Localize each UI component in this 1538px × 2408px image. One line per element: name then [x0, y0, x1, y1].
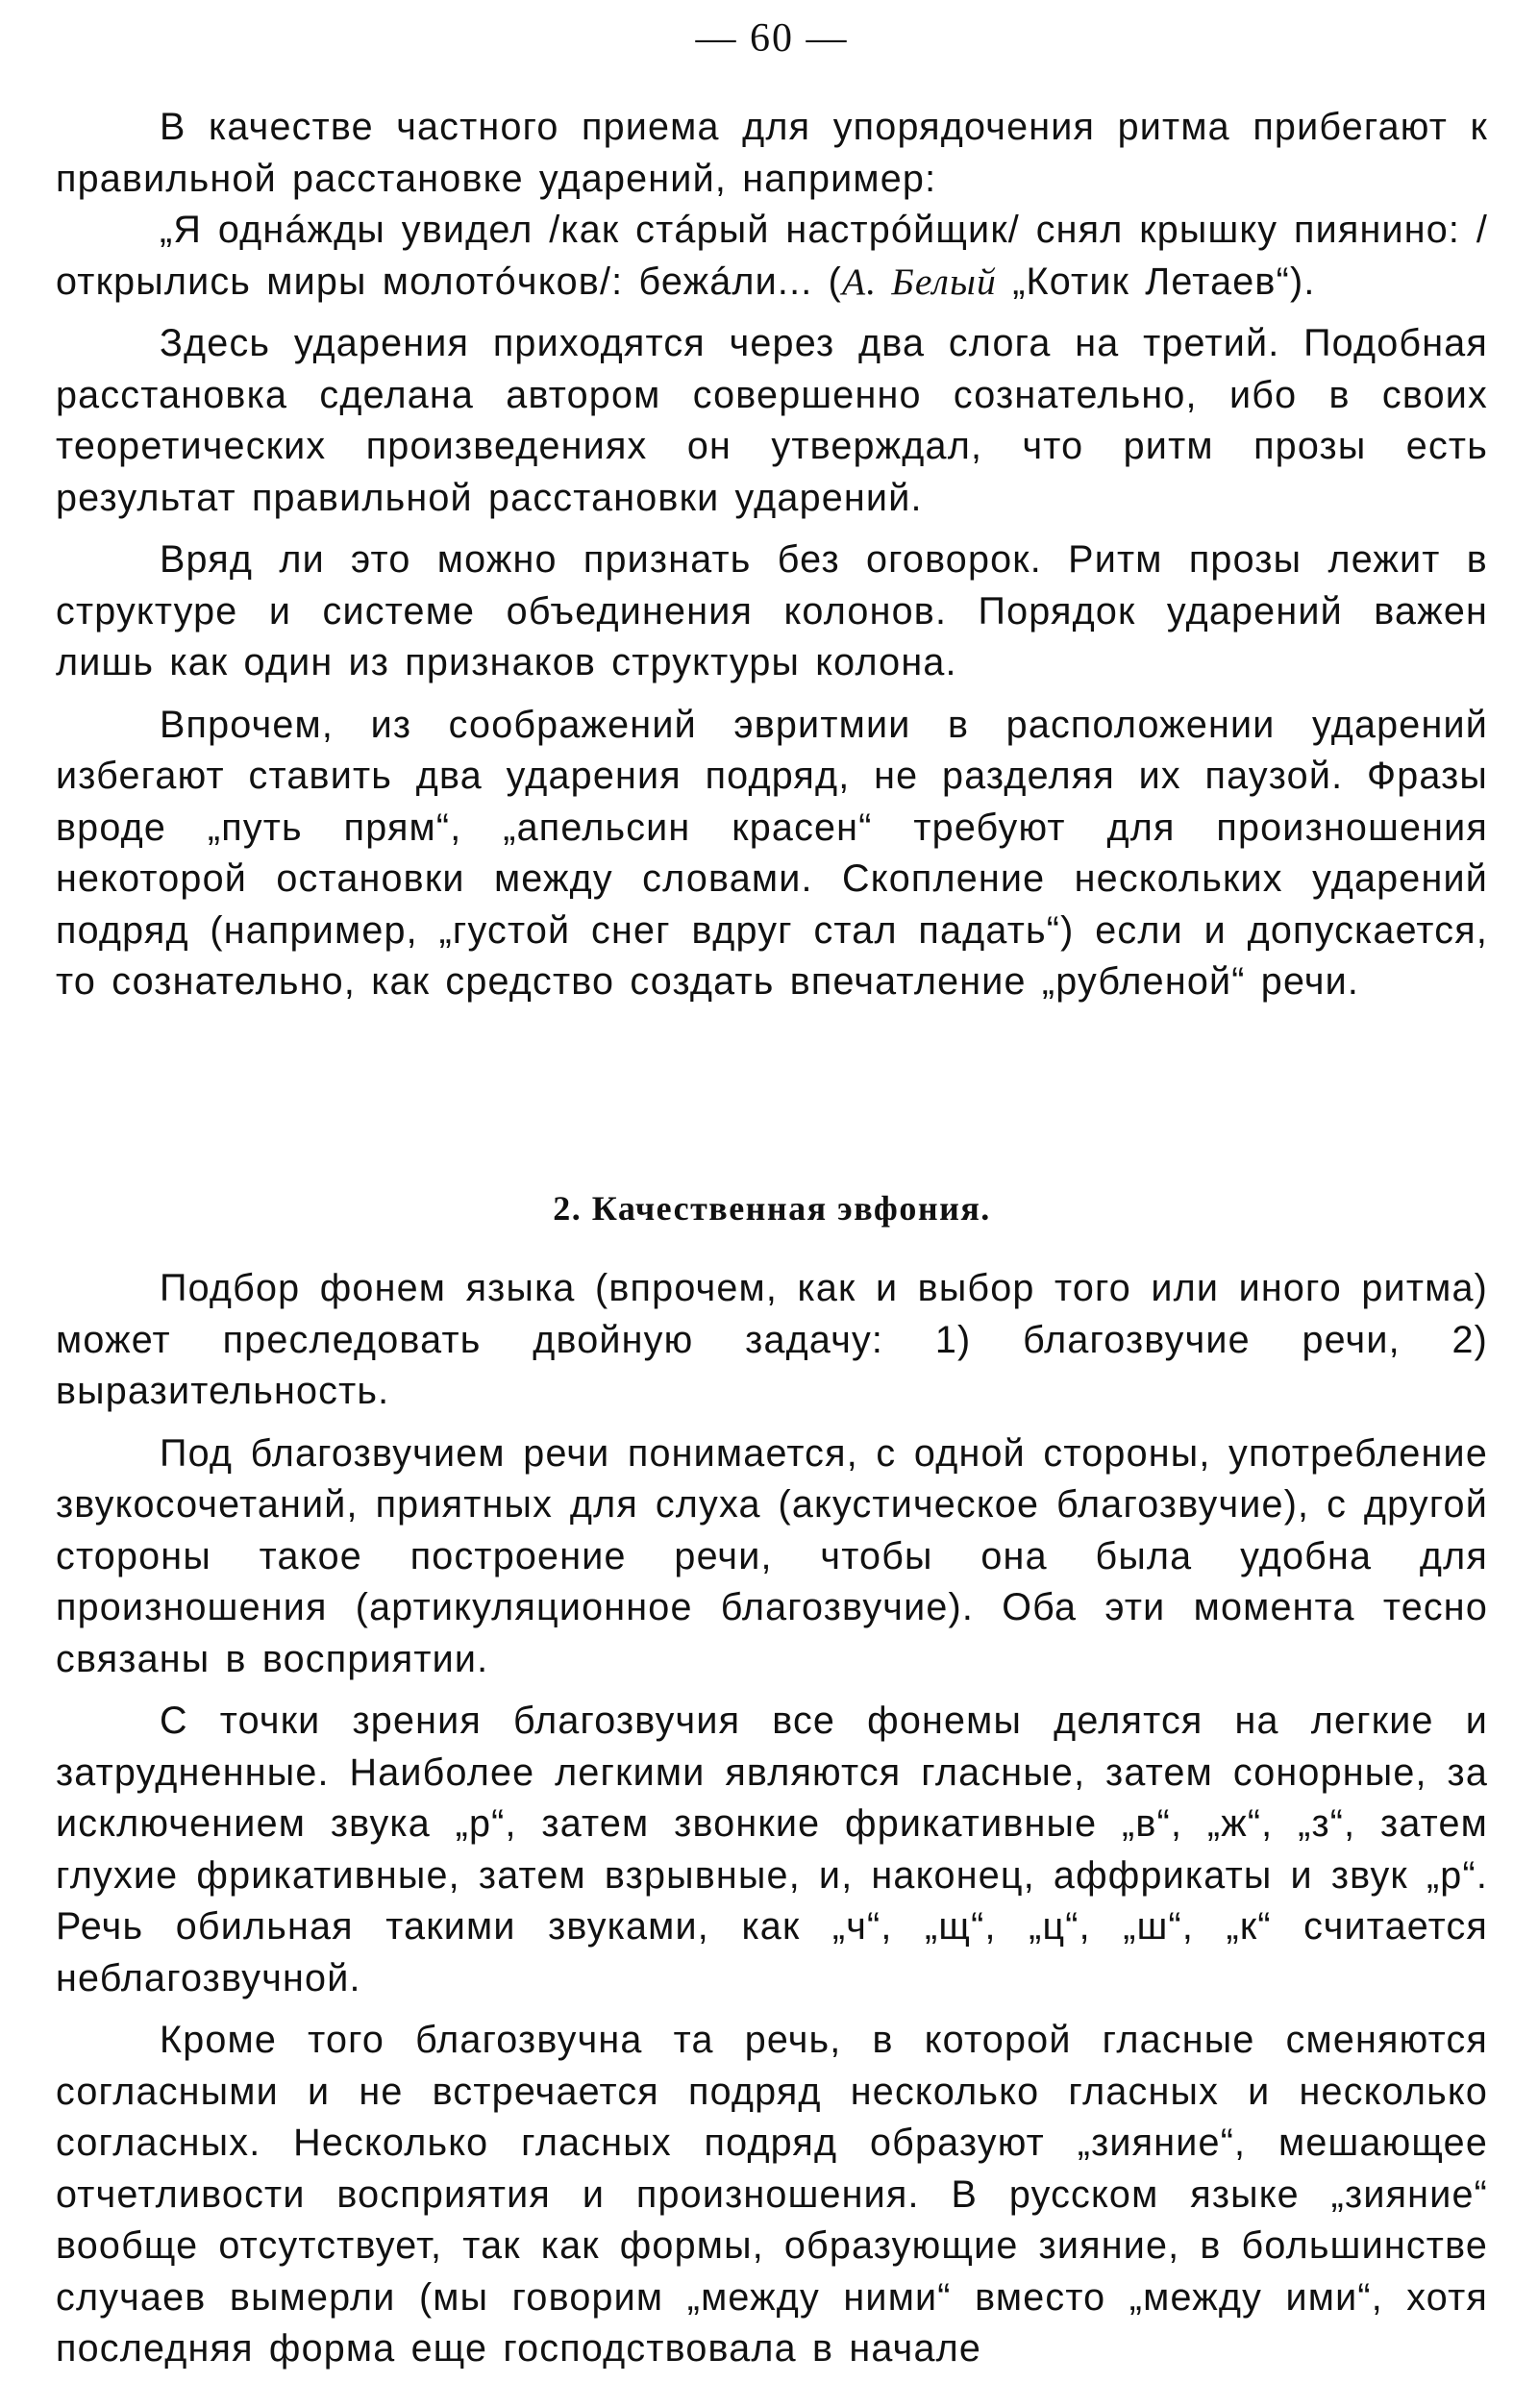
paragraph: Под благозвучием речи понимается, с одной стороны, употребление звукосочетаний, приятных для слуха (акустическое благозвучие), с другой стороны такое построение речи, чтобы она была удобна для произношения (артикуляционное благозвучие). Оба эти момента тесно связаны в восприятии. [56, 1431, 1488, 1680]
paragraph: Впрочем, из соображений эвритмии в расположении ударений избегают ставить два ударения подряд, не разделяя их паузой. Фразы вроде „путь прям“, „апельсин красен“ требуют для произношения некоторой остановки между словами. Скопление нескольких ударений подряд (например, „густой снег вдруг стал падать“) если и допускается, то сознательно, как средство создать впечатление „рубленой“ речи. [56, 703, 1488, 1003]
paragraph: Кроме того благозвучна та речь, в которой гласные сменяются согласными и не встречается подряд несколько гласных и несколько согласных. Несколько гласных подряд образуют „зияние“, мешающее отчетливости восприятия и произношения. В русском языке „зияние“ вообще отсутствует, так как формы, образующие зияние, в большинстве случаев вымерли (мы говорим „между ними“ вместо „между ими“, хотя последняя форма еще господствовала в начале [56, 2019, 1488, 2370]
text-block-rhythm [56, 102, 1488, 1008]
book-page [56, 0, 1488, 2408]
paragraph: Здесь ударения приходятся через два слога на третий. Подобная расстановка сделана автором совершенно сознательно, ибо в своих теоретических произведениях он утверждал, что ритм прозы есть результат правильной расстановки ударений. [56, 322, 1488, 519]
quote-source-title: „Котик Летаев“). [997, 260, 1316, 303]
page-number: — 60 — [695, 16, 849, 61]
quote-text: „Я однáжды увидел /как стáрый настрóйщик/ снял крышку пиянино: /открылись миры молотóчков/: бежáли... ( [56, 209, 1488, 303]
paragraph: В качестве частного приема для упорядочения ритма прибегают к правильной расстановке ударений, например: [56, 106, 1488, 200]
quote-author: А. Белый [841, 260, 998, 303]
section-heading: 2. Качественная эвфония. [553, 1189, 991, 1228]
paragraph: С точки зрения благозвучия все фонемы делятся на легкие и затрудненные. Наиболее легкими являются гласные, затем сонорные, за исключением звука „р“, затем звонкие фрикативные „в“, „ж“, „з“, затем глухие фрикативные, затем взрывные, и, наконец, аффрикаты и звук „р“. Речь обильная такими звуками, как „ч“, „щ“, „ц“, „ш“, „к“ считается неблагозвучной. [56, 1700, 1488, 1999]
text-block-euphony [56, 1263, 1488, 2375]
paragraph: Подбор фонем языка (впрочем, как и выбор того или иного ритма) может преследовать двойную задачу: 1) благозвучие речи, 2) выразительность. [56, 1267, 1488, 1412]
quote-paragraph [56, 205, 1488, 308]
paragraph: Вряд ли это можно признать без оговорок. Ритм прозы лежит в структуре и системе объединения колонов. Порядок ударений важен лишь как один из признаков структуры колона. [56, 538, 1488, 683]
